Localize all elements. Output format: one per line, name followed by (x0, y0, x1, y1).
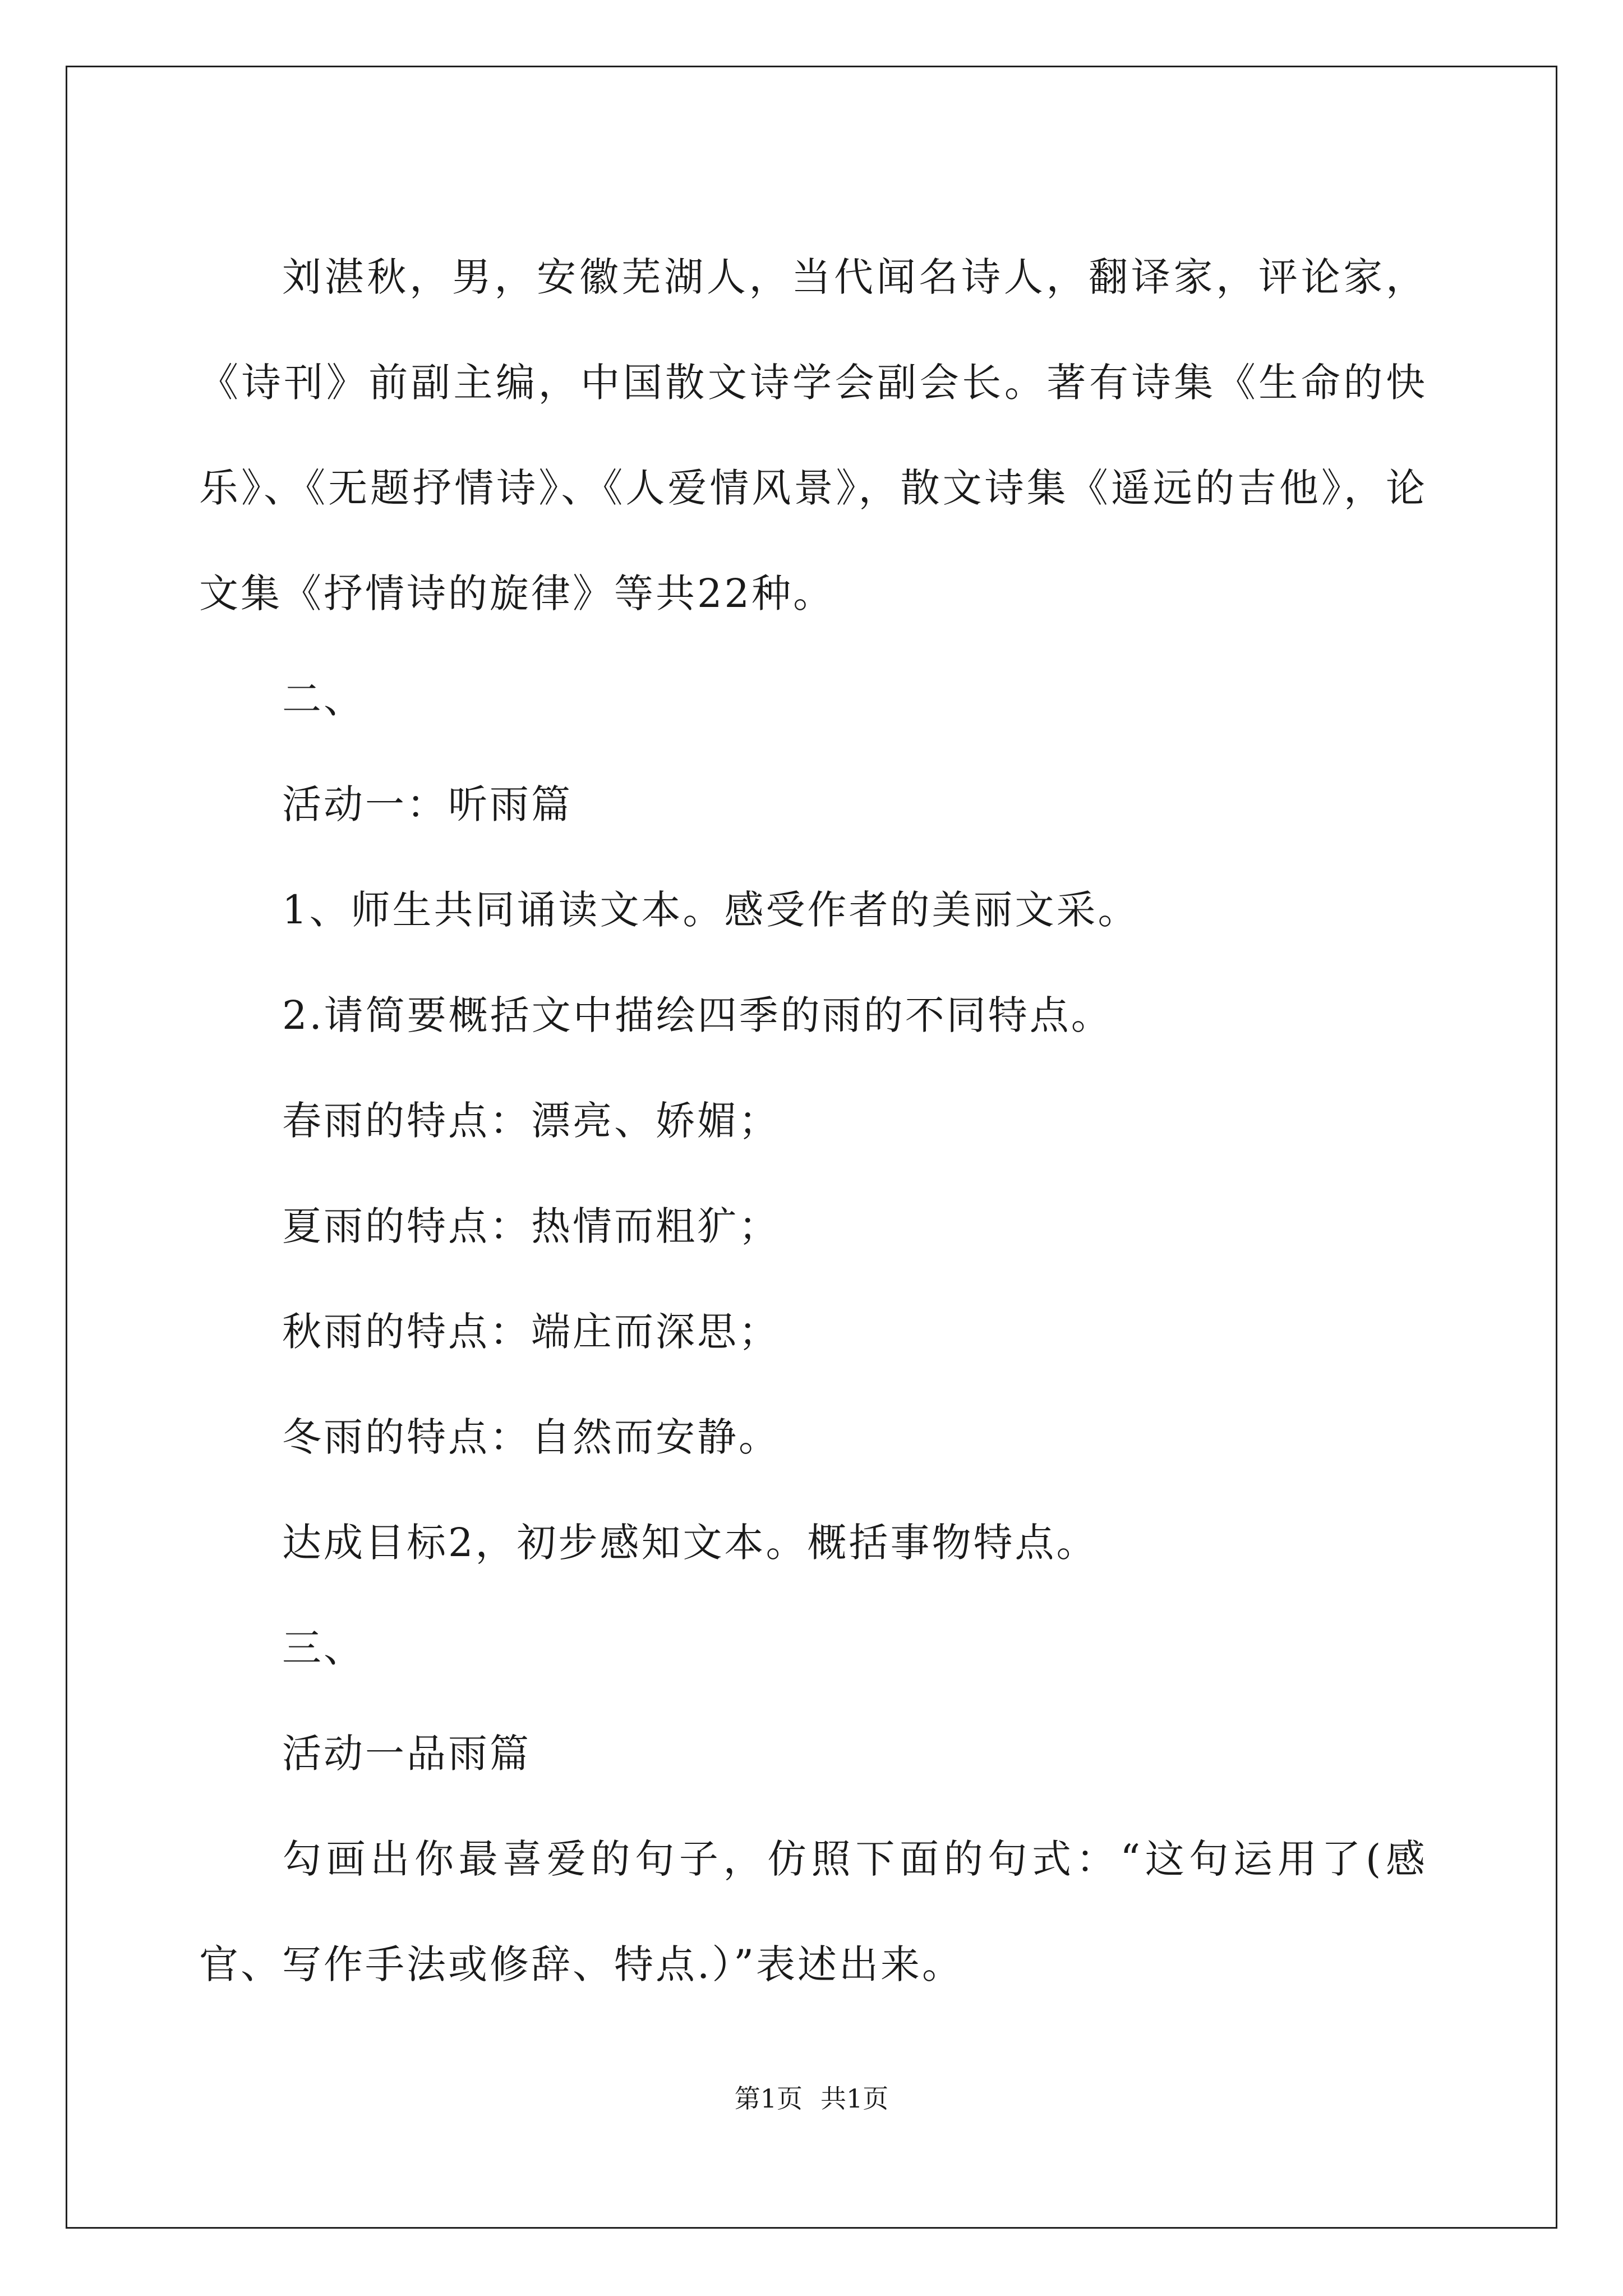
spring-rain-trait: 春雨的特点：漂亮、娇媚； (282, 1098, 780, 1144)
goal-two: 达成目标2，初步感知文本。概括事物特点。 (282, 1520, 1098, 1566)
section-heading-three: 三、 (282, 1625, 365, 1671)
section-heading-two: 二、 (282, 676, 365, 722)
step-read-aloud: 1、师生共同诵读文本。感受作者的美丽文采。 (282, 887, 1140, 933)
paragraph-author-bio: 刘湛秋，男，安徽芜湖人，当代闻名诗人，翻译家，评论家，《诗刊》前副主编，中国散文诗学会副会长。著有诗集《生命的快乐》、《无题抒情诗》、《人爱情风景》，散文诗集《遥远的吉他》，论文集《抒情诗的旋律》等共22种。 (199, 254, 1427, 616)
page-number-current: 第1页 (734, 2083, 803, 2114)
step-summarize: 2.请简要概括文中描绘四季的雨的不同特点。 (282, 992, 1113, 1038)
sentence-exercise: 勾画出你最喜爱的句子，仿照下面的句式：“这句运用了(感官、写作手法或修辞、特点.）”表述出来。 (199, 1836, 1427, 1987)
activity-taste-rain: 活动一品雨篇 (282, 1731, 531, 1777)
page-footer (0, 2078, 1623, 2115)
activity-listen-rain: 活动一：听雨篇 (282, 781, 573, 827)
summer-rain-trait: 夏雨的特点：热情而粗犷； (282, 1203, 780, 1249)
winter-rain-trait: 冬雨的特点：自然而安静。 (282, 1414, 780, 1460)
page-number-total: 共1页 (820, 2083, 889, 2114)
autumn-rain-trait: 秋雨的特点：端庄而深思； (282, 1309, 780, 1355)
document-body (199, 224, 1427, 2017)
